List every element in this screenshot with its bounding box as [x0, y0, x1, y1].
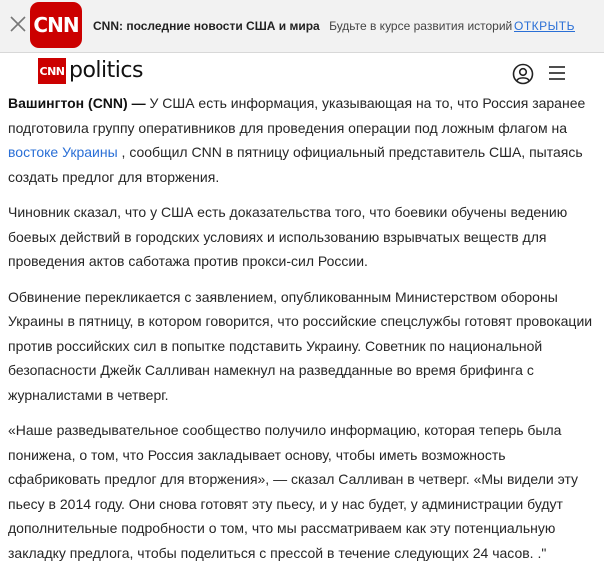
- paragraph-4: «Наше разведывательное сообщество получило информацию, которая теперь была понижена, о том, что Россия закладывает основу, чтобы иметь возможность сфабриковать предлог для вторжения», — сказал Салливан в четверг. «Мы видели эту пьесу в 2014 году. Они снова готовят эту пьесу, и у нас будет, у администрации будут дополнительные подробности о том, что мы рассматриваем как эту потенциальную закладку предлога, чтобы поделиться с прессой в течение следующих 24 часов. .": [8, 422, 579, 561]
- banner-text: [93, 19, 512, 33]
- paragraph-1-text-b: , сообщил CNN в пятницу официальный представитель США, пытаясь создать предлог для вторжения.: [8, 144, 583, 185]
- paragraph-1-text-a: У США есть информация, указывающая на то, что Россия заранее подготовила группу оперативников для проведения операции под ложным флагом на: [8, 95, 586, 136]
- banner-title: CNN: последние новости США и мира: [93, 19, 320, 33]
- app-banner: [0, 0, 604, 53]
- close-icon[interactable]: [8, 14, 28, 34]
- site-header: [0, 53, 604, 91]
- section-title[interactable]: politics: [69, 58, 143, 83]
- paragraph-3: Обвинение перекликается с заявлением, опубликованным Министерством обороны Украины в пятницу, в котором говорится, что российские спецслужбы готовят провокации против российских сил в попытке подставить Украину. Советник по национальной безопасности Джейк Салливан намекнул на разведданные во время брифинга с журналистами в четверг.: [8, 288, 593, 403]
- banner-subtitle: Будьте в курсе развития историй: [329, 19, 513, 33]
- paragraph-2: Чиновник сказал, что у США есть доказательства того, что боевики обучены ведению боевых действий в городских условиях и использованию взрывчатых веществ для проведения актов саботажа против прокси-сил России.: [8, 204, 568, 269]
- cnn-app-logo: CNN: [30, 2, 82, 48]
- menu-icon[interactable]: [548, 65, 566, 81]
- paragraph-1: [8, 91, 598, 189]
- article-body: [8, 91, 598, 576]
- dateline: Вашингтон (CNN) —: [8, 95, 146, 111]
- east-ukraine-link[interactable]: востоке Украины: [8, 144, 118, 160]
- open-app-button[interactable]: ОТКРЫТЬ: [514, 19, 575, 33]
- account-icon[interactable]: [512, 63, 534, 85]
- cnn-logo[interactable]: CNN: [38, 58, 66, 84]
